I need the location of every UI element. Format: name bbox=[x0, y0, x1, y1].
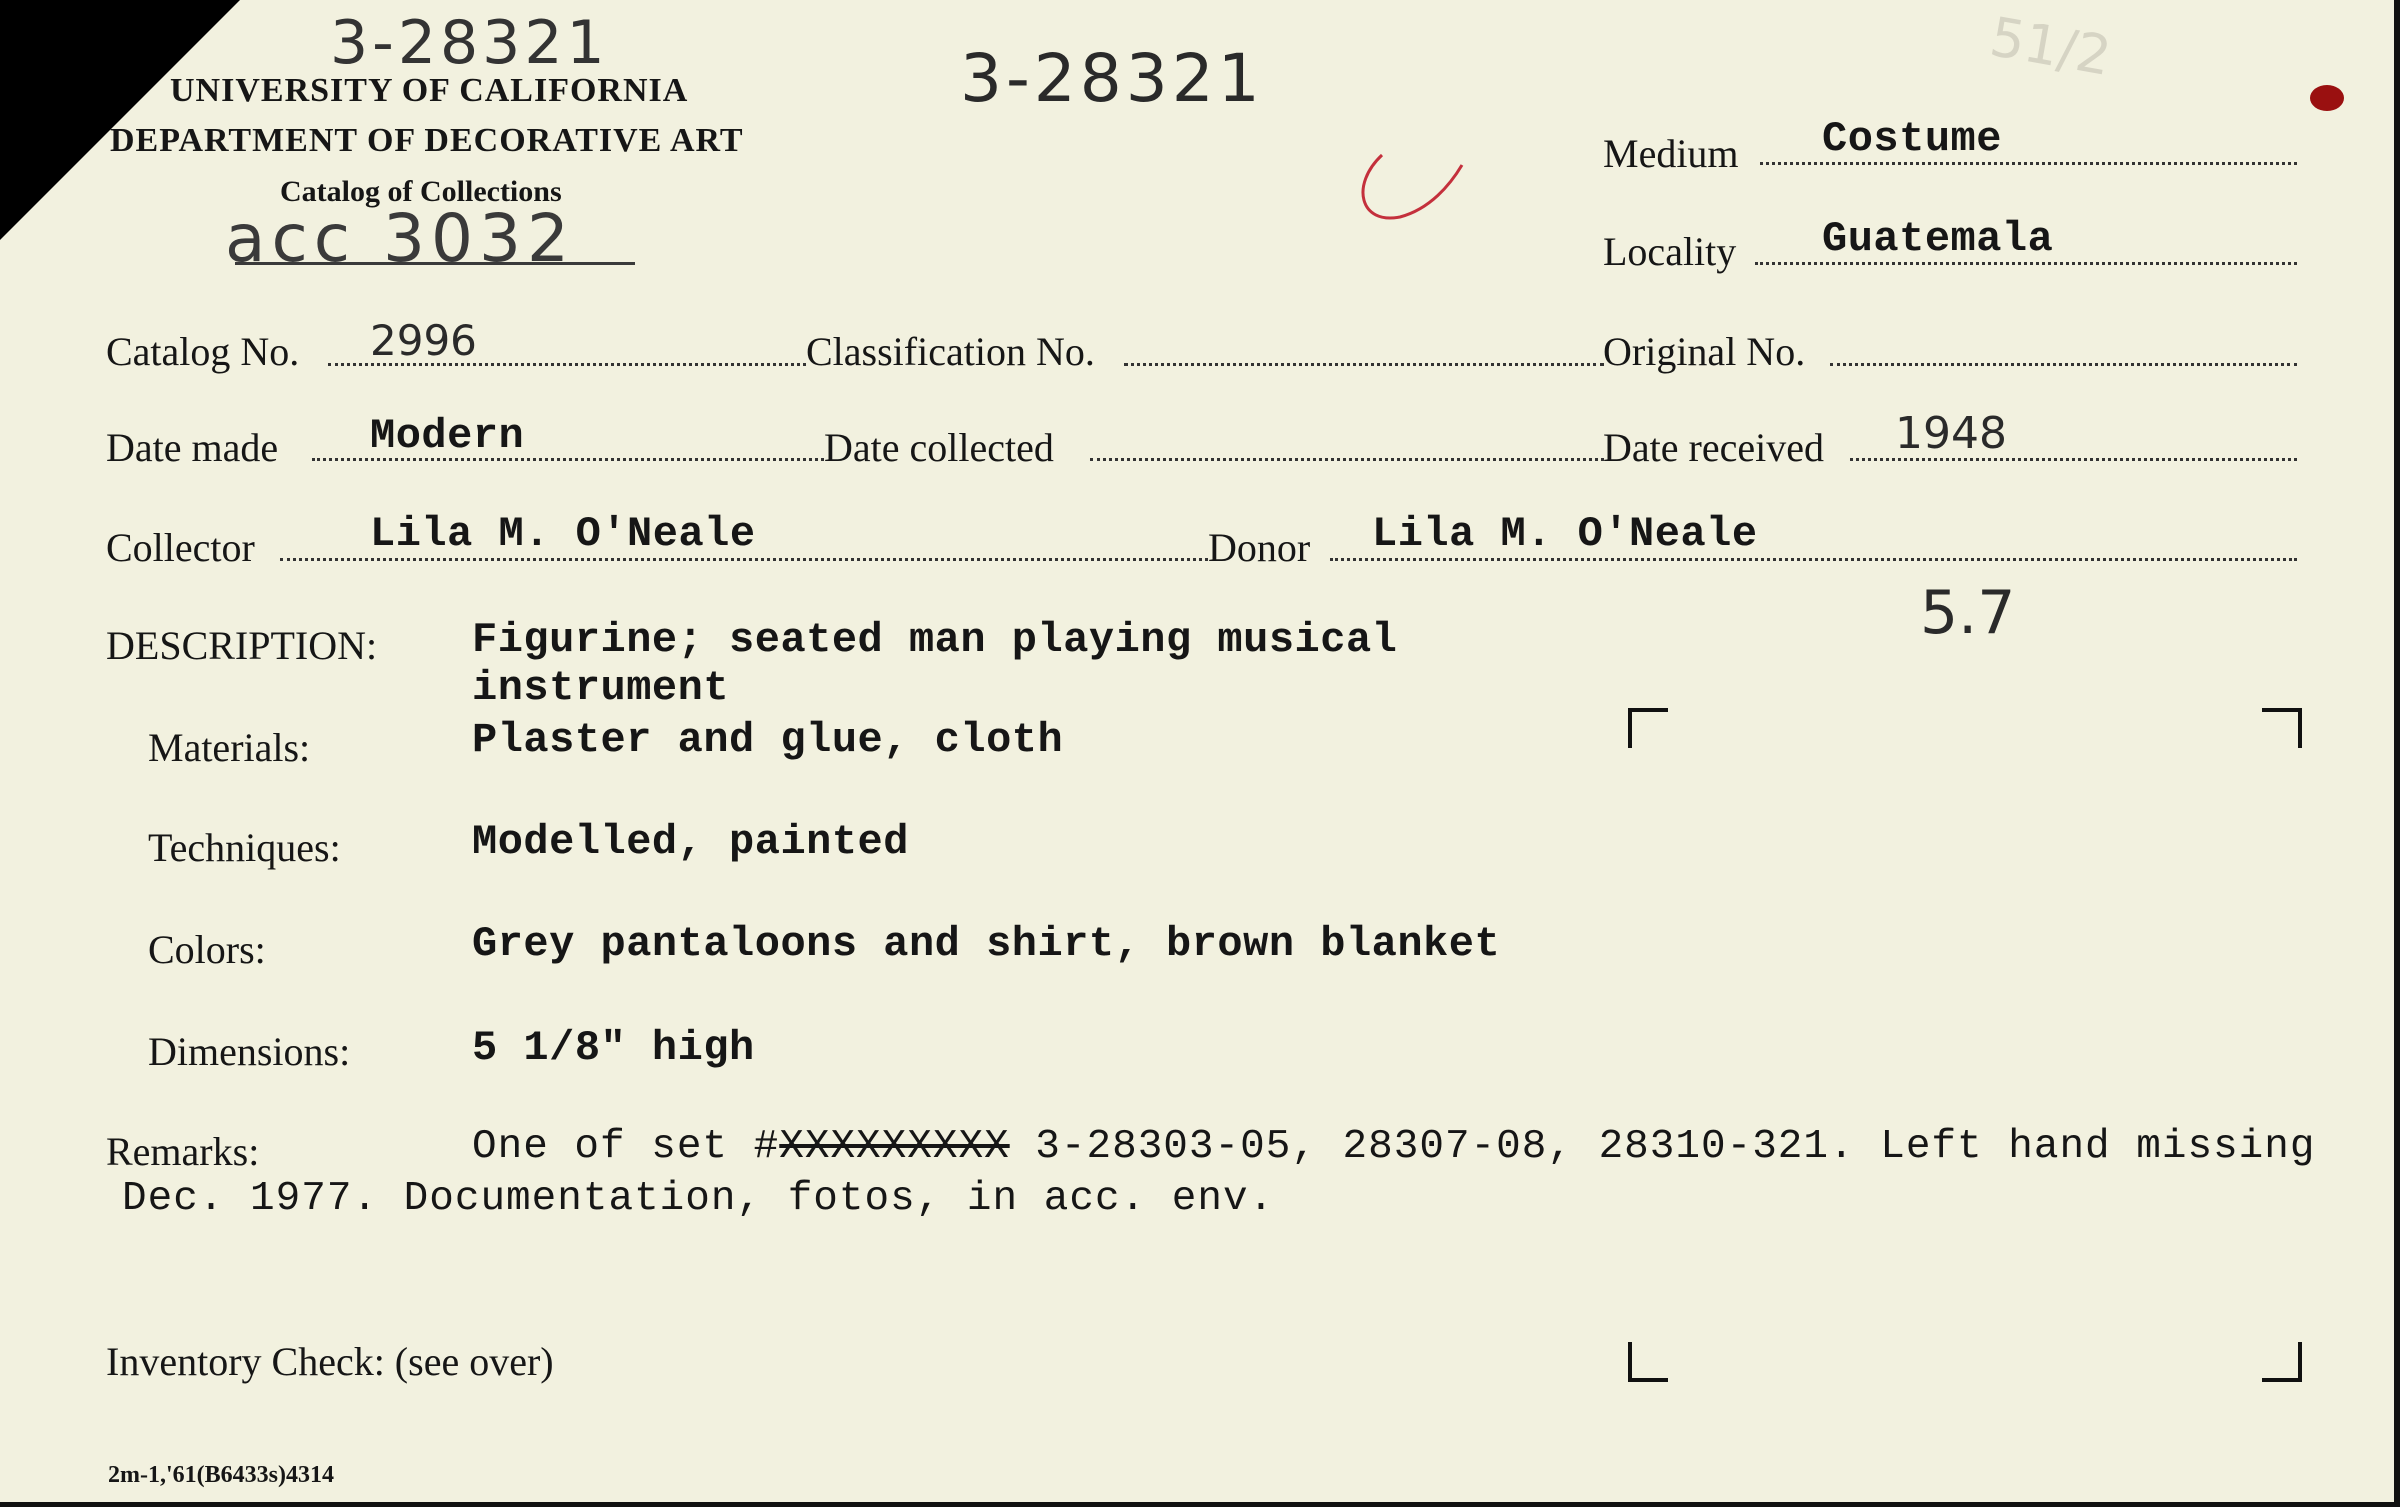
card-edge-bottom bbox=[0, 1502, 2400, 1507]
date-made-value: Modern bbox=[370, 412, 525, 460]
date-collected-line bbox=[1090, 458, 1604, 461]
acc-number-handwritten: acc 3032 bbox=[225, 200, 575, 277]
original-no-label: Original No. bbox=[1603, 329, 1806, 374]
remarks-struck-text: XXXXXXXXX bbox=[779, 1124, 1010, 1170]
techniques-value: Modelled, painted bbox=[472, 818, 909, 866]
red-ink-dot bbox=[2310, 85, 2344, 111]
catalog-no-value: 2996 bbox=[370, 316, 477, 365]
description-line-1: Figurine; seated man playing musical bbox=[472, 616, 1398, 664]
handwritten-number-top: 3-28321 bbox=[330, 8, 609, 78]
remarks-rest: 3-28303-05, 28307-08, 28310-321. Left hand missing bbox=[1009, 1124, 2316, 1170]
locality-value: Guatemala bbox=[1822, 215, 2054, 263]
faint-handwriting: 51/2 bbox=[1985, 4, 2116, 89]
date-collected-label: Date collected bbox=[824, 425, 1054, 470]
inventory-check: Inventory Check: (see over) bbox=[106, 1339, 554, 1384]
original-no-line bbox=[1830, 363, 2297, 366]
techniques-label: Techniques: bbox=[148, 825, 341, 870]
crop-mark-top-right bbox=[2262, 708, 2302, 748]
catalog-subtitle: Catalog of Collections bbox=[280, 175, 562, 208]
remarks-line-2: Dec. 1977. Documentation, fotos, in acc. env. bbox=[122, 1176, 1275, 1222]
acc-underline bbox=[235, 262, 635, 265]
medium-value: Costume bbox=[1822, 115, 2002, 163]
date-made-label: Date made bbox=[106, 425, 279, 470]
description-line-2: instrument bbox=[472, 664, 730, 712]
materials-label: Materials: bbox=[148, 725, 311, 770]
date-received-label: Date received bbox=[1603, 425, 1824, 470]
donor-line bbox=[1330, 558, 2297, 561]
department-title: DEPARTMENT OF DECORATIVE ART bbox=[110, 122, 744, 159]
donor-label: Donor bbox=[1208, 525, 1311, 570]
crop-mark-top-left bbox=[1628, 708, 1668, 748]
university-title: UNIVERSITY OF CALIFORNIA bbox=[170, 72, 689, 109]
collector-line bbox=[280, 558, 1208, 561]
catalog-no-label: Catalog No. bbox=[106, 329, 300, 374]
print-code: 2m-1,'61(B6433s)4314 bbox=[108, 1462, 334, 1488]
red-check-icon bbox=[1340, 145, 1470, 235]
remarks-line-1 bbox=[472, 1124, 2316, 1170]
handwritten-number-center: 3-28321 bbox=[960, 40, 1264, 117]
shelf-number-handwritten: 5.7 bbox=[1920, 578, 2016, 648]
cut-corner bbox=[0, 0, 240, 240]
colors-value: Grey pantaloons and shirt, brown blanket bbox=[472, 920, 1501, 968]
classification-label: Classification No. bbox=[806, 329, 1095, 374]
remarks-prefix: One of set # bbox=[472, 1124, 780, 1170]
locality-label: Locality bbox=[1603, 229, 1737, 274]
date-received-value: 1948 bbox=[1895, 408, 2007, 459]
crop-mark-bottom-left bbox=[1628, 1342, 1668, 1382]
dimensions-value: 5 1/8" high bbox=[472, 1024, 755, 1072]
card-edge-right bbox=[2394, 0, 2400, 1507]
collector-label: Collector bbox=[106, 525, 255, 570]
collector-value: Lila M. O'Neale bbox=[370, 510, 756, 558]
description-label: DESCRIPTION: bbox=[106, 623, 378, 668]
materials-value: Plaster and glue, cloth bbox=[472, 716, 1064, 764]
medium-label: Medium bbox=[1603, 131, 1739, 176]
crop-mark-bottom-right bbox=[2262, 1342, 2302, 1382]
classification-line bbox=[1124, 363, 1604, 366]
dimensions-label: Dimensions: bbox=[148, 1029, 351, 1074]
colors-label: Colors: bbox=[148, 927, 266, 972]
remarks-label: Remarks: bbox=[106, 1129, 260, 1174]
donor-value: Lila M. O'Neale bbox=[1372, 510, 1758, 558]
